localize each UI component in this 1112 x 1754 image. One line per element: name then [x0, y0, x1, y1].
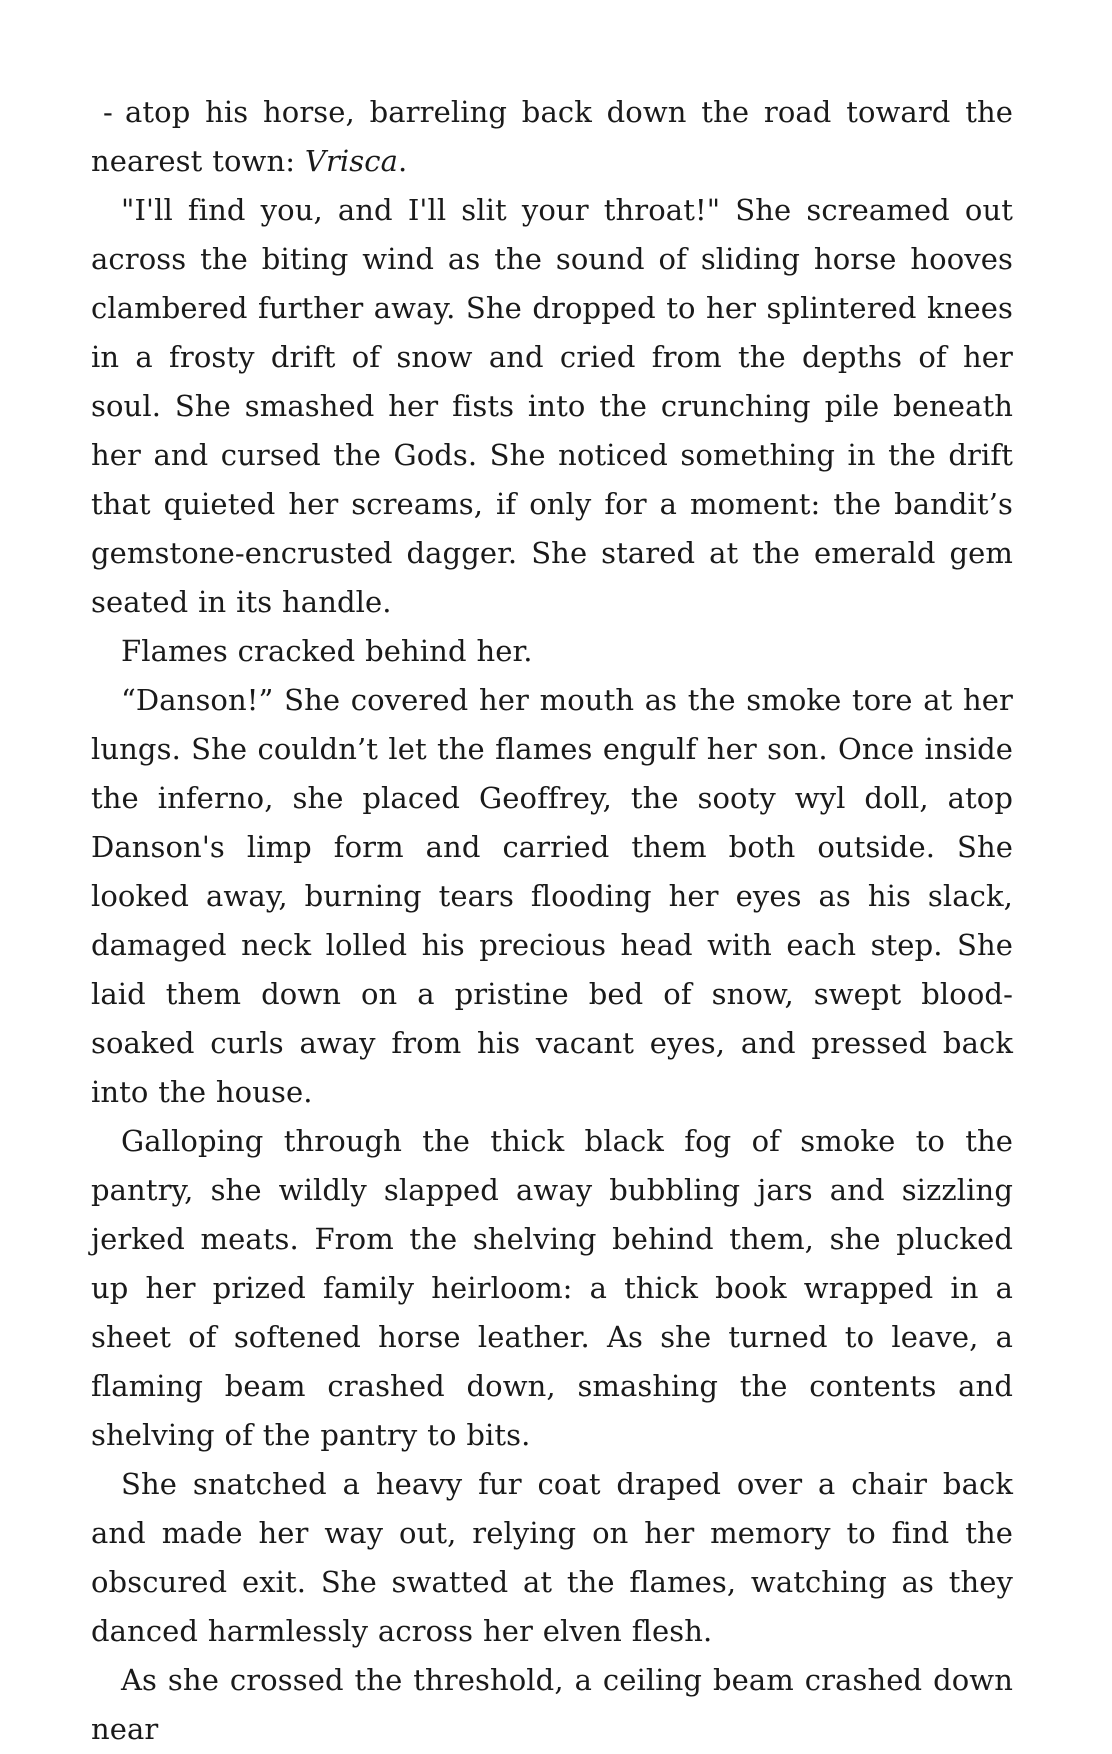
opening-end: . [398, 144, 408, 178]
opening-text: atop his horse, barreling back down the road toward the nearest town: [91, 95, 1013, 178]
opening-paragraph [91, 88, 1013, 186]
dash-mark: - [103, 95, 113, 129]
paragraph: “Danson!” She covered her mouth as the smoke tore at her lungs. She couldn’t let the flames engulf her son. Once inside the inferno, she placed Geoffrey, the sooty wyl doll, atop Danson's limp form and carried them both outside. She looked away, burning tears flooding her eyes as his slack, damaged neck lolled his precious head with each step. She laid them down on a pristine bed of snow, swept blood-soaked curls away from his vacant eyes, and pressed back into the house. [91, 683, 1013, 1109]
paragraph: Flames cracked behind her. [121, 634, 533, 668]
paragraph: She snatched a heavy fur coat draped over a chair back and made her way out, relying on her memory to find the obscured exit. She swatted at the flames, watching as they danced harmlessly across her elven flesh. [91, 1467, 1013, 1648]
town-name: Vrisca [304, 144, 399, 178]
page-body [91, 88, 1013, 1754]
paragraph: "I'll find you, and I'll slit your throat!" She screamed out across the biting wind as the sound of sliding horse hooves clambered further away. She dropped to her splintered knees in a frosty drift of snow and cried from the depths of her soul. She smashed her fists into the crunching pile beneath her and cursed the Gods. She noticed something in the drift that quieted her screams, if only for a moment: the bandit’s gemstone-encrusted dagger. She stared at the emerald gem seated in its handle. [91, 193, 1013, 619]
paragraph: As she crossed the threshold, a ceiling beam crashed down near [91, 1663, 1013, 1746]
paragraph: Galloping through the thick black fog of smoke to the pantry, she wildly slapped away bubbling jars and sizzling jerked meats. From the shelving behind them, she plucked up her prized family heirloom: a thick book wrapped in a sheet of softened horse leather. As she turned to leave, a flaming beam crashed down, smashing the contents and shelving of the pantry to bits. [91, 1124, 1013, 1452]
